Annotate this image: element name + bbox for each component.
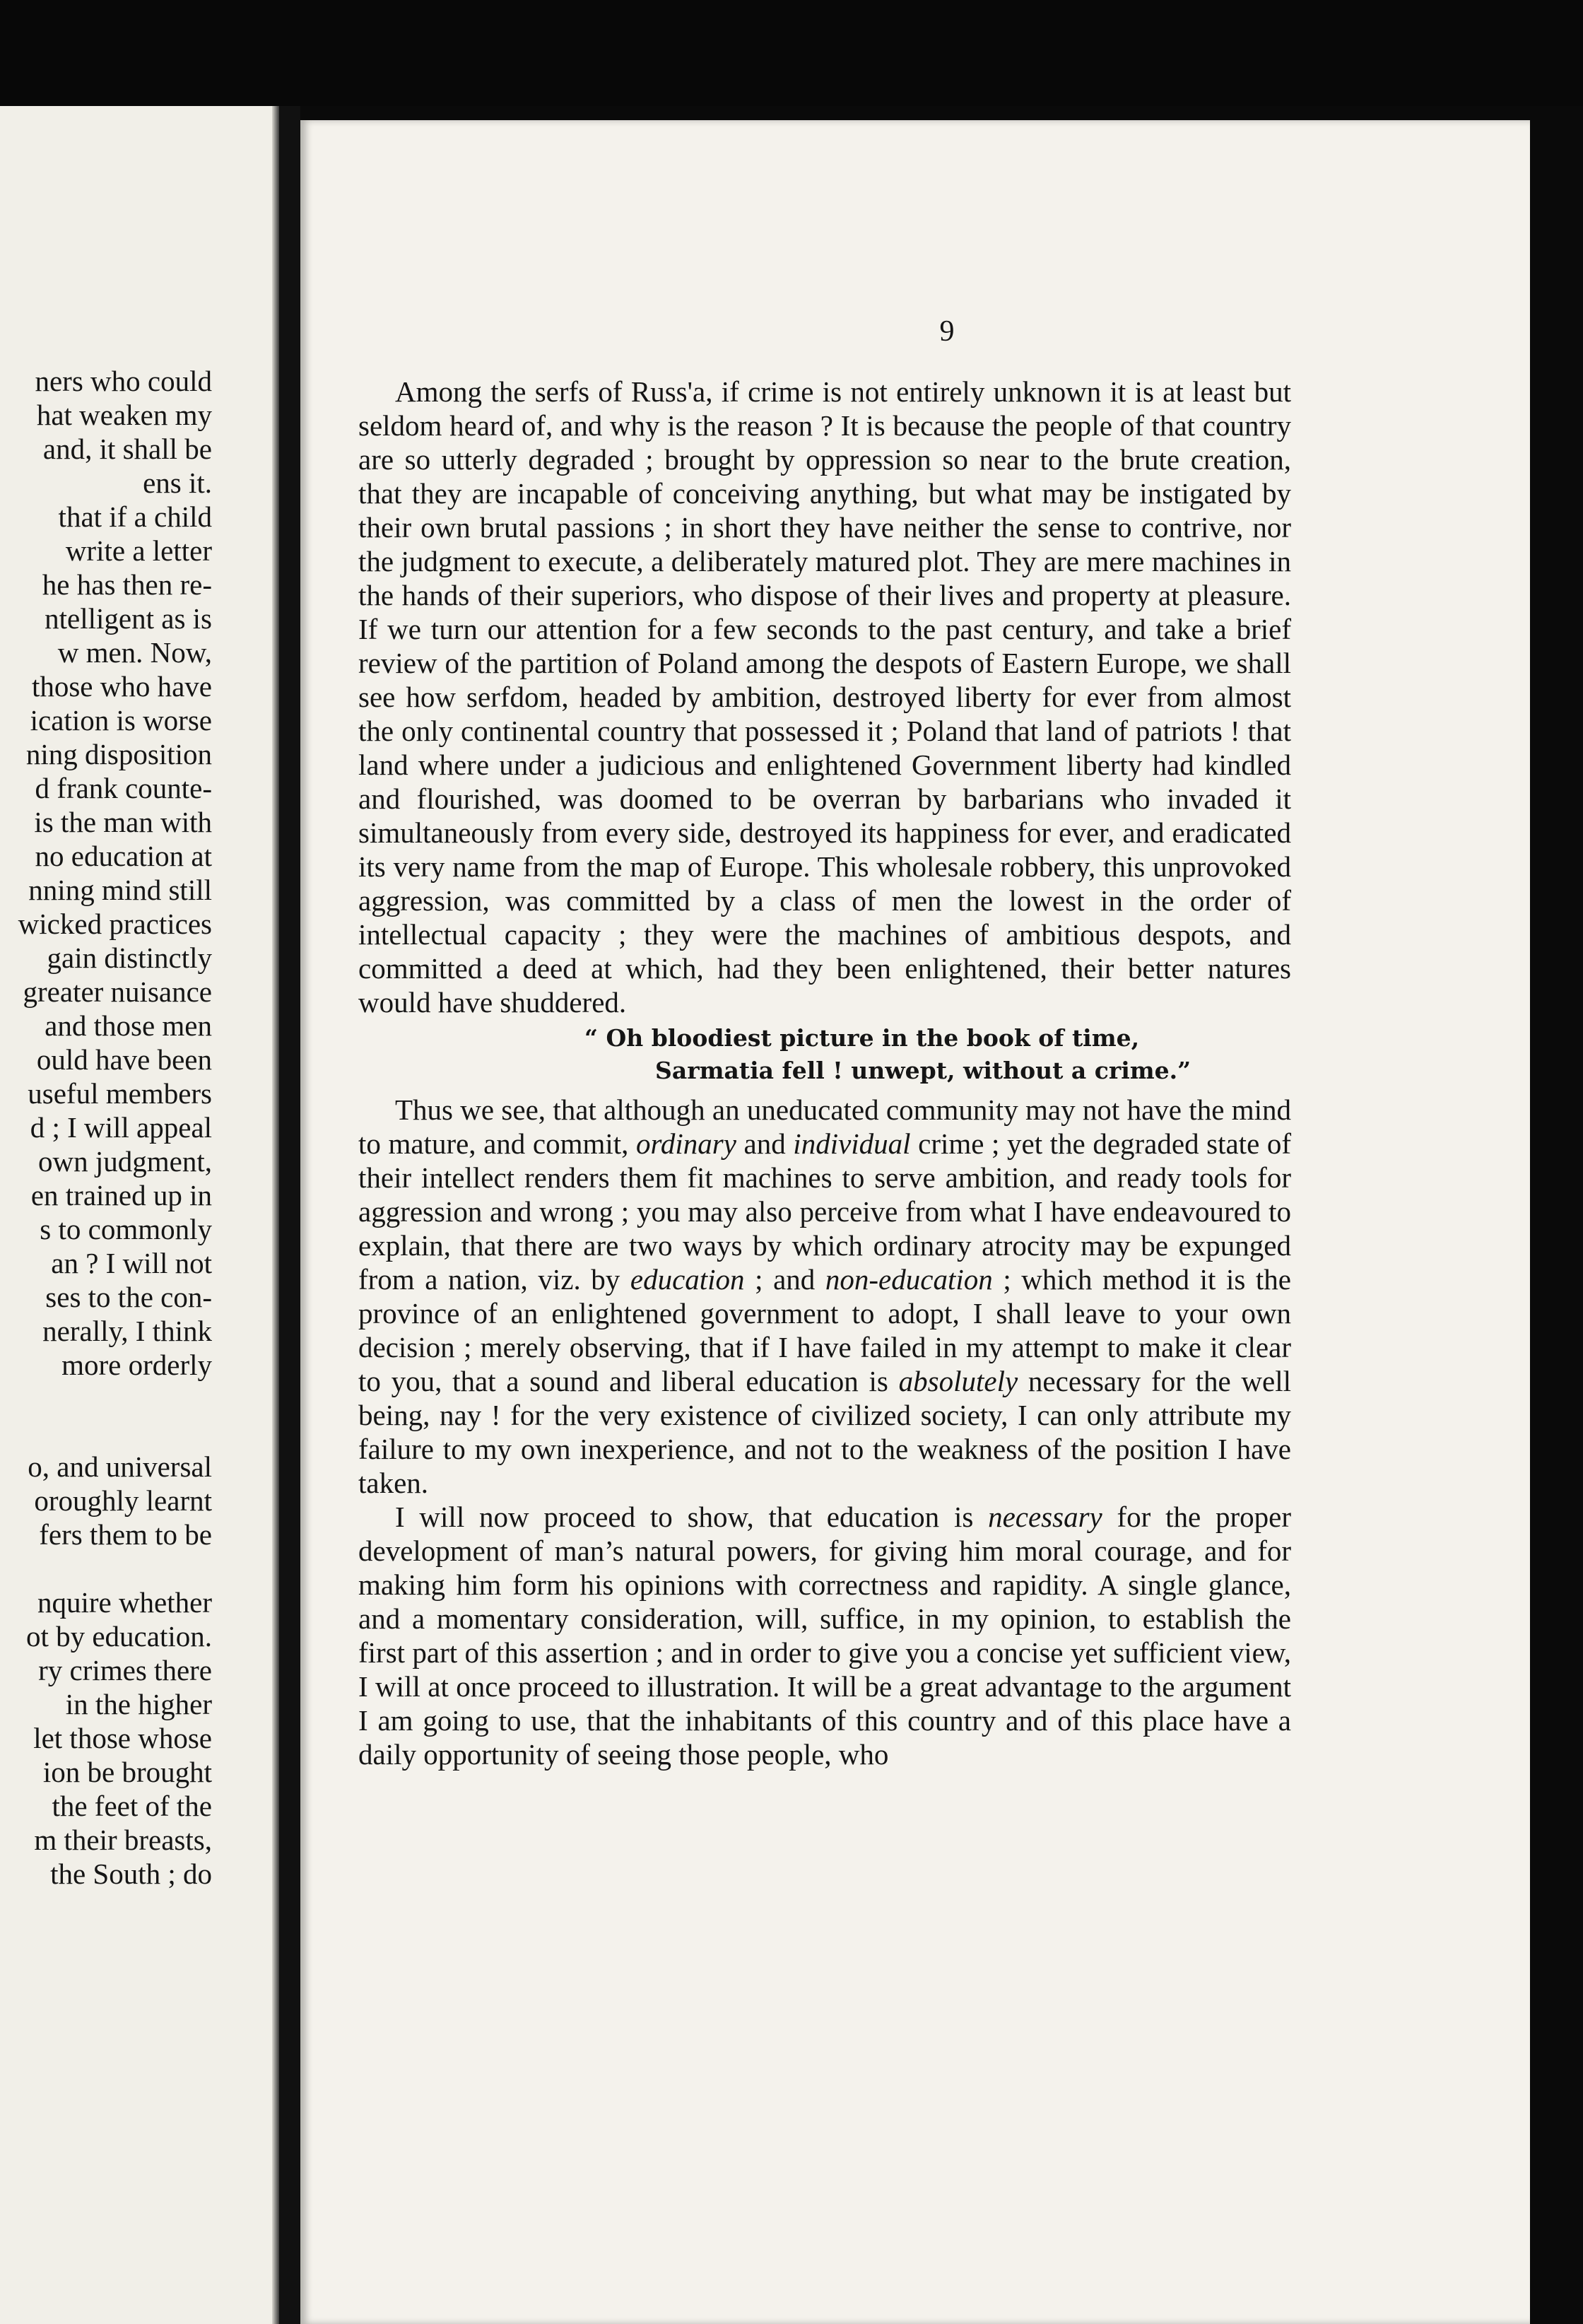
emphasis-individual: individual xyxy=(793,1127,911,1160)
facing-page-line: oroughly learnt xyxy=(34,1484,212,1517)
facing-page-line: greater nuisance xyxy=(23,975,212,1008)
facing-page-line: ry crimes there xyxy=(38,1654,212,1686)
text-run: I will now proceed to show, that education is xyxy=(395,1501,989,1533)
facing-page-line: d ; I will appeal xyxy=(30,1111,212,1144)
text-run: crime ; yet the degraded state of their intellect renders them fit machines to serve ambition, and ready tools for aggression and wrong ; you may also perceive from what I have endeavoured to explain, that there are two ways by which ordinary atrocity may be expunged from a nation, viz. by xyxy=(358,1127,1291,1296)
facing-page-line: gain distinctly xyxy=(47,941,212,974)
facing-page-line: en trained up in xyxy=(30,1179,212,1211)
text-run: ; which method it is the province of an enlightened government to adopt, I shall leave to your own decision ; merely observing, that if I have failed in my attempt to make it clear to you, that a sound and liberal education is xyxy=(358,1263,1291,1397)
facing-page-line: ners who could xyxy=(35,365,212,397)
facing-page-line: no education at xyxy=(35,840,212,872)
emphasis-education: education xyxy=(630,1263,745,1296)
facing-page-line: own judgment, xyxy=(38,1145,212,1178)
facing-page-line: more orderly xyxy=(61,1349,212,1381)
binding-shadow xyxy=(279,106,300,2324)
emphasis-necessary: necessary xyxy=(988,1501,1102,1533)
facing-page-line: wicked practices xyxy=(18,908,212,940)
paragraph-gap xyxy=(0,1551,212,1585)
facing-page-line: hat weaken my xyxy=(36,399,212,431)
facing-page-line: is the man with xyxy=(34,806,212,838)
text-run: and xyxy=(736,1127,794,1160)
facing-page-line: an ? I will not xyxy=(51,1247,212,1279)
facing-page-line: ion be brought xyxy=(42,1756,212,1788)
facing-page-line: write a letter xyxy=(65,534,212,567)
facing-page-line: fers them to be xyxy=(39,1518,212,1551)
paragraph-gap xyxy=(0,1382,212,1450)
facing-page-line: ntelligent as is xyxy=(45,602,212,635)
facing-page-line: ication is worse xyxy=(30,704,212,736)
facing-page-line: and those men xyxy=(45,1009,212,1042)
facing-page-line: m their breasts, xyxy=(34,1824,212,1856)
paragraph-proceed xyxy=(358,1500,1291,1771)
facing-page-line: nerally, I think xyxy=(42,1315,212,1347)
facing-page-line: d frank counte- xyxy=(35,772,212,804)
quote-line-2: Sarmatia fell ! unwept, without a crime.” xyxy=(655,1057,1191,1084)
scan-border-top xyxy=(0,0,1583,106)
facing-page-line: nquire whether xyxy=(37,1586,212,1619)
facing-page-line: that if a child xyxy=(58,500,212,533)
verse-quote xyxy=(358,1022,1291,1087)
facing-page-line: the feet of the xyxy=(52,1790,212,1822)
emphasis-absolutely: absolutely xyxy=(898,1365,1018,1397)
text-run: necessary for the well being, nay ! for the very existence of civilized society, I can only attribute my failure to my own inexperience, and not to the weakness of the position I have taken. xyxy=(358,1365,1291,1499)
facing-page-text xyxy=(0,364,212,1891)
facing-page-line: ot by education. xyxy=(25,1620,212,1653)
text-run: for the proper development of man’s natural powers, for giving him moral courage, and for making him form his opinions with correctness and rapidity. A single glance, and a momentary consideration, will, suffice, in my opinion, to establish the first part of this assertion ; and in order to give you a concise yet sufficient view, I will at once proceed to illustration. It will be a great advantage to the argument I am going to use, that the inhabitants of this country and of this place have a daily opportunity of seeing those people, who xyxy=(358,1501,1291,1771)
facing-page-line: ning disposition xyxy=(25,738,212,770)
facing-page-line: ould have been xyxy=(36,1043,212,1076)
paragraph-serfs: Among the serfs of Russ'a, if crime is not entirely unknown it is at least but seldom heard of, and why is the reason ? It is because the people of that country are so utterly degraded ; brought by oppression so near to the brute creation, that they are incapable of conceiving anything, but what may be instigated by their own brutal passions ; in short they have neither the sense to contrive, nor the judgment to execute, a deliberately matured plot. They are mere machines in the hands of their superiors, who dispose of their lives and property at pleasure. If we turn our attention for a few seconds to the past century, and take a brief review of the partition of Poland among the despots of Eastern Europe, we shall see how serfdom, headed by ambition, destroyed liberty for ever from almost the only continental country that possessed it ; Poland that land of patriots ! that land where under a judicious and enlightened Government liberty had kindled and flourished, was doomed to be overran by barbarians who invaded it simultaneously from every side, destroyed its happiness for ever, and eradicated its very name from the map of Europe. This wholesale robbery, this unprovoked aggression, was committed by a class of men the lowest in the order of intellectual capacity ; they were the machines of ambitious despots, and committed a deed at which, had they been enlightened, their better natures would have shuddered. xyxy=(358,375,1291,1019)
facing-page-line: w men. Now, xyxy=(57,636,212,669)
page-body xyxy=(358,375,1291,1771)
text-run: ; and xyxy=(744,1263,825,1296)
facing-page-line: those who have xyxy=(31,670,212,703)
facing-page-line: and, it shall be xyxy=(42,433,212,465)
facing-page-line: ses to the con- xyxy=(45,1281,212,1313)
facing-page-line: let those whose xyxy=(33,1722,212,1754)
main-page xyxy=(300,120,1530,2324)
text-run: Thus we see, that although an uneducated community may not have the mind to mature, and commit, xyxy=(358,1093,1291,1160)
facing-page-line: o, and universal xyxy=(28,1450,212,1483)
page-number: 9 xyxy=(939,315,955,348)
emphasis-non-education: non-education xyxy=(825,1263,993,1296)
facing-page-line: useful members xyxy=(28,1077,212,1110)
page-gutter xyxy=(272,106,279,2324)
facing-page-line: in the higher xyxy=(65,1688,212,1720)
facing-page-left xyxy=(0,106,279,2324)
quote-line-1: “ Oh bloodiest picture in the book of time, xyxy=(584,1024,1140,1052)
facing-page-line: nning mind still xyxy=(28,874,212,906)
emphasis-ordinary: ordinary xyxy=(635,1127,736,1160)
facing-page-line: the South ; do xyxy=(50,1858,212,1890)
scan-border-right xyxy=(1530,106,1583,2324)
paragraph-thus-we-see xyxy=(358,1093,1291,1500)
facing-page-line: he has then re- xyxy=(42,568,212,601)
facing-page-line: ens it. xyxy=(143,466,212,499)
facing-page-line: s to commonly xyxy=(40,1213,212,1245)
